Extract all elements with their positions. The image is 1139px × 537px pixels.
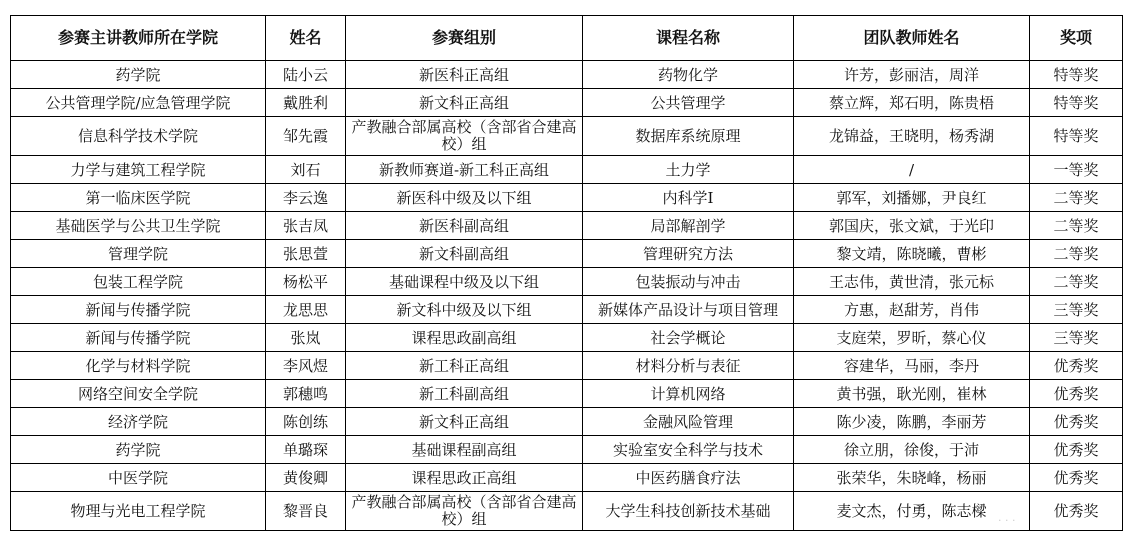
teacher-name-cell: 张思萱: [266, 240, 346, 268]
name-header: 姓名: [266, 16, 346, 61]
award-cell: 特等奖: [1030, 61, 1123, 89]
award-cell: 优秀奖: [1030, 492, 1123, 531]
team-cell: 张荣华，朱晓峰，杨丽: [794, 464, 1030, 492]
college-cell: 药学院: [11, 436, 266, 464]
award-cell: 一等奖: [1030, 156, 1123, 184]
team-cell: 王志伟，黄世清，张元标: [794, 268, 1030, 296]
watermark-text: · · ·: [998, 514, 1016, 527]
college-cell: 中医学院: [11, 464, 266, 492]
college-cell: 第一临床医学院: [11, 184, 266, 212]
college-header: 参赛主讲教师所在学院: [11, 16, 266, 61]
teacher-name-cell: 戴胜利: [266, 89, 346, 117]
award-cell: 优秀奖: [1030, 380, 1123, 408]
award-cell: 二等奖: [1030, 212, 1123, 240]
course-cell: 计算机网络: [583, 380, 794, 408]
college-cell: 新闻与传播学院: [11, 296, 266, 324]
teacher-name-cell: 刘石: [266, 156, 346, 184]
awards-table: [10, 15, 1123, 531]
award-cell: 二等奖: [1030, 184, 1123, 212]
college-cell: 基础医学与公共卫生学院: [11, 212, 266, 240]
award-cell: 三等奖: [1030, 296, 1123, 324]
group-header: 参赛组别: [346, 16, 583, 61]
team-cell: 许芳，彭丽洁，周洋: [794, 61, 1030, 89]
course-cell: 包装振动与冲击: [583, 268, 794, 296]
group-cell: 新医科正高组: [346, 61, 583, 89]
group-cell: 新文科副高组: [346, 240, 583, 268]
team-cell: 蔡立辉，郑石明，陈贵梧: [794, 89, 1030, 117]
college-cell: 网络空间安全学院: [11, 380, 266, 408]
table-row: [11, 464, 1123, 492]
teacher-name-cell: 郭穗鸣: [266, 380, 346, 408]
teacher-name-cell: 张岚: [266, 324, 346, 352]
college-cell: 信息科学技术学院: [11, 117, 266, 156]
college-cell: 力学与建筑工程学院: [11, 156, 266, 184]
table-row: [11, 268, 1123, 296]
group-cell: 课程思政正高组: [346, 464, 583, 492]
team-header: 团队教师姓名: [794, 16, 1030, 61]
course-cell: 数据库系统原理: [583, 117, 794, 156]
table-row: [11, 380, 1123, 408]
teacher-name-cell: 黎晋良: [266, 492, 346, 531]
teacher-name-cell: 龙思思: [266, 296, 346, 324]
table-row: [11, 240, 1123, 268]
teacher-name-cell: 陈创练: [266, 408, 346, 436]
award-cell: 优秀奖: [1030, 436, 1123, 464]
course-header: 课程名称: [583, 16, 794, 61]
course-cell: 管理研究方法: [583, 240, 794, 268]
team-cell: 容建华，马丽，李丹: [794, 352, 1030, 380]
teacher-name-cell: 邹先霞: [266, 117, 346, 156]
college-cell: 药学院: [11, 61, 266, 89]
team-cell: 麦文杰，付勇，陈志樑: [794, 492, 1030, 531]
table-row: [11, 61, 1123, 89]
teacher-name-cell: 李云逸: [266, 184, 346, 212]
college-cell: 包装工程学院: [11, 268, 266, 296]
group-cell: 产教融合部属高校（含部省合建高校）组: [346, 492, 583, 531]
table-row: [11, 156, 1123, 184]
award-cell: 优秀奖: [1030, 408, 1123, 436]
group-cell: 课程思政副高组: [346, 324, 583, 352]
college-cell: 经济学院: [11, 408, 266, 436]
course-cell: 社会学概论: [583, 324, 794, 352]
team-cell: 黄书强，耿光刚，崔林: [794, 380, 1030, 408]
course-cell: 实验室安全科学与技术: [583, 436, 794, 464]
table-row: [11, 89, 1123, 117]
college-cell: 化学与材料学院: [11, 352, 266, 380]
college-cell: 管理学院: [11, 240, 266, 268]
table-row: [11, 324, 1123, 352]
award-cell: 二等奖: [1030, 268, 1123, 296]
team-cell: 郭国庆，张文斌，于光印: [794, 212, 1030, 240]
group-cell: 新医科中级及以下组: [346, 184, 583, 212]
award-cell: 三等奖: [1030, 324, 1123, 352]
group-cell: 新工科正高组: [346, 352, 583, 380]
group-cell: 新文科正高组: [346, 408, 583, 436]
table-row: [11, 117, 1123, 156]
college-cell: 物理与光电工程学院: [11, 492, 266, 531]
course-cell: 局部解剖学: [583, 212, 794, 240]
course-cell: 药物化学: [583, 61, 794, 89]
group-cell: 基础课程中级及以下组: [346, 268, 583, 296]
award-cell: 二等奖: [1030, 240, 1123, 268]
table-row: [11, 408, 1123, 436]
team-cell: 支庭荣，罗昕，蔡心仪: [794, 324, 1030, 352]
teacher-name-cell: 张吉凤: [266, 212, 346, 240]
award-cell: 特等奖: [1030, 117, 1123, 156]
table-header-row: [11, 16, 1123, 61]
college-cell: 新闻与传播学院: [11, 324, 266, 352]
teacher-name-cell: 杨松平: [266, 268, 346, 296]
group-cell: 新工科副高组: [346, 380, 583, 408]
course-cell: 金融风险管理: [583, 408, 794, 436]
award-cell: 优秀奖: [1030, 464, 1123, 492]
team-cell: 徐立朋，徐俊，于沛: [794, 436, 1030, 464]
award-cell: 优秀奖: [1030, 352, 1123, 380]
table-row: [11, 352, 1123, 380]
team-cell: 黎文靖，陈晓曦，曹彬: [794, 240, 1030, 268]
group-cell: 新文科正高组: [346, 89, 583, 117]
team-cell: 龙锦益，王晓明，杨秀湖: [794, 117, 1030, 156]
table-row: [11, 436, 1123, 464]
teacher-name-cell: 李风煜: [266, 352, 346, 380]
course-cell: 内科学I: [583, 184, 794, 212]
course-cell: 大学生科技创新技术基础: [583, 492, 794, 531]
award-cell: 特等奖: [1030, 89, 1123, 117]
team-cell: 方惠，赵甜芳，肖伟: [794, 296, 1030, 324]
team-cell: 陈少凌，陈鹏，李丽芳: [794, 408, 1030, 436]
group-cell: 产教融合部属高校（含部省合建高校）组: [346, 117, 583, 156]
course-cell: 公共管理学: [583, 89, 794, 117]
group-cell: 新文科中级及以下组: [346, 296, 583, 324]
team-cell: 郭军，刘播娜，尹良红: [794, 184, 1030, 212]
table-row: [11, 212, 1123, 240]
award-header: 奖项: [1030, 16, 1123, 61]
course-cell: 土力学: [583, 156, 794, 184]
teacher-name-cell: 陆小云: [266, 61, 346, 89]
group-cell: 新医科副高组: [346, 212, 583, 240]
table-row: [11, 492, 1123, 531]
table-row: [11, 296, 1123, 324]
teacher-name-cell: 黄俊卿: [266, 464, 346, 492]
teacher-name-cell: 单璐琛: [266, 436, 346, 464]
course-cell: 新媒体产品设计与项目管理: [583, 296, 794, 324]
course-cell: 中医药膳食疗法: [583, 464, 794, 492]
group-cell: 新教师赛道-新工科正高组: [346, 156, 583, 184]
table-body: [11, 61, 1123, 531]
group-cell: 基础课程副高组: [346, 436, 583, 464]
course-cell: 材料分析与表征: [583, 352, 794, 380]
college-cell: 公共管理学院/应急管理学院: [11, 89, 266, 117]
table-row: [11, 184, 1123, 212]
team-cell: /: [794, 156, 1030, 184]
